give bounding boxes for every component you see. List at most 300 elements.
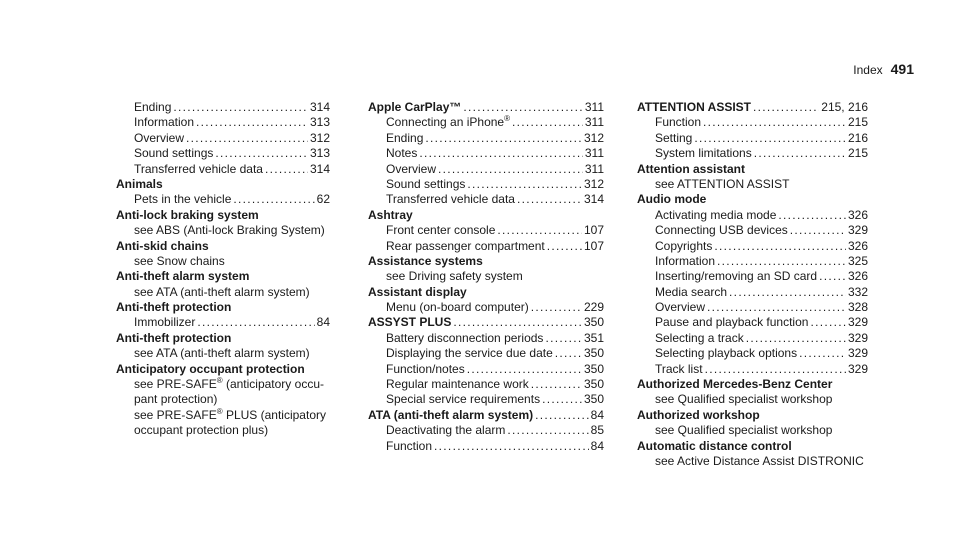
index-row	[368, 300, 604, 315]
index-row	[116, 100, 330, 115]
entry-label: ATA (anti-theft alarm system)	[368, 407, 534, 422]
entry-label: Function	[386, 438, 433, 453]
index-subentry	[637, 454, 868, 469]
index-subentry	[637, 239, 868, 254]
entry-text	[655, 115, 701, 130]
page-reference[interactable]: 351	[583, 330, 604, 345]
index-subentry	[637, 208, 868, 223]
entry-text	[116, 362, 305, 377]
page-reference[interactable]: 107	[583, 223, 604, 238]
dot-leader	[531, 300, 582, 315]
index-row	[637, 346, 868, 361]
page-reference[interactable]: 215	[847, 146, 868, 161]
index-row	[637, 377, 868, 392]
entry-label: Sound settings	[134, 146, 214, 161]
entry-text	[637, 439, 792, 454]
index-row	[637, 315, 868, 330]
entry-label: Deactivating the alarm	[386, 423, 506, 438]
index-row	[116, 131, 330, 146]
entry-text	[386, 269, 523, 284]
index-column-2	[368, 100, 604, 454]
index-row	[368, 162, 604, 177]
entry-label: Assistance systems	[368, 253, 483, 268]
index-row	[637, 439, 868, 454]
entry-label: Menu (on-board computer)	[386, 300, 529, 315]
entry-text	[116, 269, 249, 284]
entry-text	[637, 377, 832, 392]
page-reference[interactable]: 311	[584, 146, 604, 161]
index-subentry	[637, 269, 868, 284]
entry-text	[655, 239, 712, 254]
index-row	[637, 192, 868, 207]
entry-text	[386, 239, 545, 254]
index-row	[368, 115, 604, 130]
dot-leader	[438, 162, 583, 177]
index-row	[116, 239, 330, 254]
index-heading	[368, 100, 604, 115]
entry-label: Anti-skid chains	[116, 238, 209, 253]
entry-text	[386, 362, 465, 377]
entry-label: Inserting/removing an SD card	[655, 269, 818, 284]
index-row	[116, 285, 330, 300]
entry-text	[134, 285, 310, 300]
index-row	[368, 239, 604, 254]
entry-label: Transferred vehicle data	[386, 192, 515, 207]
dot-leader	[497, 223, 582, 238]
entry-label: System limitations	[655, 146, 752, 161]
page-reference[interactable]: 311	[584, 100, 604, 114]
index-heading	[637, 100, 868, 115]
index-subentry	[116, 131, 330, 146]
dot-leader	[555, 346, 582, 361]
dot-leader	[799, 346, 846, 361]
entry-text	[386, 192, 515, 207]
entry-text	[655, 423, 832, 438]
entry-label: Selecting a track	[655, 330, 744, 345]
index-row	[116, 223, 330, 238]
index-subentry	[368, 439, 604, 454]
index-subentry	[637, 315, 868, 330]
entry-label: see Qualified specialist workshop	[655, 423, 833, 438]
entry-text	[655, 254, 715, 269]
entry-text	[655, 208, 776, 223]
entry-text	[637, 408, 760, 423]
page-reference[interactable]: 216	[847, 130, 868, 145]
index-row	[116, 162, 330, 177]
entry-text	[655, 454, 864, 469]
entry-text	[116, 239, 209, 254]
index-row	[637, 423, 868, 438]
entry-label-continued: (anticipatory occu-	[222, 377, 324, 392]
entry-label: Immobilizer	[134, 315, 196, 330]
entry-text	[655, 223, 788, 238]
index-subentry	[116, 115, 330, 130]
index-subentry	[637, 115, 868, 130]
entry-label: Authorized workshop	[637, 407, 760, 422]
index-row	[637, 331, 868, 346]
index-row	[368, 192, 604, 207]
entry-label: see Driving safety system	[386, 269, 523, 284]
index-heading	[637, 377, 868, 392]
page-reference[interactable]: 312	[309, 130, 330, 145]
index-row	[368, 362, 604, 377]
index-subentry	[637, 146, 868, 161]
dot-leader	[542, 392, 582, 407]
page-reference[interactable]: 326	[847, 238, 868, 253]
index-row	[637, 131, 868, 146]
entry-label: Ending	[134, 100, 172, 114]
entry-text	[368, 315, 451, 330]
index-subentry	[637, 300, 868, 315]
page-reference[interactable]: 350	[583, 377, 604, 392]
dot-leader	[453, 315, 582, 330]
page-reference[interactable]: 311	[584, 161, 604, 176]
index-subentry	[637, 346, 868, 361]
dot-leader	[265, 162, 308, 177]
index-column-1	[116, 100, 330, 439]
index-subentry	[116, 346, 330, 361]
index-row	[637, 454, 868, 469]
entry-label: Apple CarPlay™	[368, 100, 462, 114]
page-reference[interactable]: 313	[309, 115, 330, 130]
entry-label: see ATTENTION ASSIST	[655, 176, 790, 191]
index-row	[116, 192, 330, 207]
page-header	[853, 61, 914, 77]
index-heading	[116, 208, 330, 223]
entry-label: Overview	[655, 300, 706, 315]
entry-label: Attention assistant	[637, 161, 746, 176]
index-subentry	[368, 239, 604, 254]
entry-label: Assistant display	[368, 284, 467, 299]
entry-text	[386, 423, 505, 438]
index-row	[368, 223, 604, 238]
dot-leader	[197, 315, 314, 330]
index-subentry	[637, 362, 868, 377]
entry-label: Authorized Mercedes-Benz Center	[637, 377, 833, 392]
entry-label: Ending	[386, 130, 424, 145]
entry-label: Function/notes	[386, 361, 465, 376]
index-heading	[116, 331, 330, 346]
page-number: 491	[890, 61, 914, 77]
entry-text	[368, 100, 461, 115]
page-reference[interactable]: 325	[847, 253, 868, 268]
page-reference[interactable]: 329	[847, 361, 868, 376]
entry-text	[655, 392, 832, 407]
index-row	[637, 115, 868, 130]
index-subentry	[637, 131, 868, 146]
page-reference[interactable]: 328	[847, 300, 868, 315]
dot-leader	[790, 223, 846, 238]
index-subentry	[368, 362, 604, 377]
index-subentry	[637, 223, 868, 238]
entry-label: Setting	[655, 130, 693, 145]
dot-leader	[819, 269, 846, 284]
registered-mark: ®	[216, 376, 223, 386]
index-row	[116, 346, 330, 361]
index-row	[368, 315, 604, 330]
index-row	[368, 423, 604, 438]
entry-label: see Active Distance Assist DISTRONIC	[655, 453, 864, 468]
index-heading	[116, 300, 330, 315]
entry-text-wrap: occupant protection plus)	[134, 423, 269, 438]
index-row	[116, 177, 330, 192]
entry-text	[386, 377, 529, 392]
index-row	[368, 392, 604, 407]
entry-text	[368, 285, 467, 300]
page-reference[interactable]: 326	[847, 207, 868, 222]
index-row	[637, 208, 868, 223]
page-reference[interactable]: 314	[309, 161, 330, 176]
page-reference[interactable]: 84	[590, 407, 604, 422]
dot-leader	[778, 208, 846, 223]
index-row	[116, 408, 330, 423]
index-row	[637, 300, 868, 315]
index-row	[116, 331, 330, 346]
index-row	[368, 208, 604, 223]
entry-label: see PRE-SAFE	[134, 407, 217, 422]
index-subentry	[116, 254, 330, 269]
entry-text	[386, 146, 417, 161]
index-subentry	[368, 377, 604, 392]
index-subentry	[637, 254, 868, 269]
index-column-3	[637, 100, 868, 469]
entry-label: Anticipatory occupant protection	[116, 361, 305, 376]
index-heading	[116, 177, 330, 192]
index-row	[116, 115, 330, 130]
index-subentry	[368, 300, 604, 315]
entry-label: Information	[655, 253, 716, 268]
page-reference[interactable]: 84	[590, 438, 604, 453]
index-row	[637, 223, 868, 238]
dot-leader	[517, 192, 582, 207]
dot-leader	[467, 177, 582, 192]
entry-label: ASSYST PLUS	[368, 315, 452, 330]
entry-text	[637, 100, 751, 115]
entry-text	[134, 254, 225, 269]
dot-leader	[754, 146, 846, 161]
dot-leader	[703, 115, 846, 130]
index-row	[637, 100, 868, 115]
entry-label: Connecting an iPhone	[386, 115, 505, 130]
index-heading	[368, 208, 604, 223]
page-reference[interactable]: 329	[847, 330, 868, 345]
entry-text	[134, 100, 171, 115]
index-subentry	[637, 423, 868, 438]
entry-text	[134, 131, 184, 146]
dot-leader	[714, 239, 846, 254]
index-subentry	[637, 392, 868, 407]
entry-text	[655, 269, 817, 284]
index-row	[637, 146, 868, 161]
entry-label: Selecting playback options	[655, 346, 798, 361]
index-heading	[368, 254, 604, 269]
index-heading	[368, 315, 604, 330]
index-heading	[368, 408, 604, 423]
entry-text	[637, 192, 706, 207]
entry-text	[386, 162, 436, 177]
entry-text	[655, 300, 705, 315]
entry-label: ATTENTION ASSIST	[637, 100, 751, 114]
index-row	[637, 239, 868, 254]
entry-text	[637, 162, 745, 177]
page-reference[interactable]: 84	[316, 315, 330, 330]
index-row	[368, 254, 604, 269]
index-subentry	[368, 162, 604, 177]
entry-label: Copyrights	[655, 238, 713, 253]
index-row	[368, 177, 604, 192]
dot-leader	[746, 331, 846, 346]
index-subentry	[368, 346, 604, 361]
dot-leader	[547, 239, 582, 254]
page-reference[interactable]: 313	[309, 146, 330, 161]
entry-text	[134, 408, 326, 423]
index-heading	[116, 362, 330, 377]
entry-label: see ATA (anti-theft alarm system)	[134, 284, 310, 299]
entry-text	[134, 115, 194, 130]
dot-leader	[425, 131, 582, 146]
entry-label: see Snow chains	[134, 253, 225, 268]
page-reference[interactable]: 329	[847, 346, 868, 361]
index-heading	[116, 269, 330, 284]
index-subentry	[116, 223, 330, 238]
index-subentry	[368, 223, 604, 238]
dot-leader	[186, 131, 308, 146]
dot-leader	[694, 131, 846, 146]
entry-text	[386, 131, 423, 146]
entry-text	[116, 300, 231, 315]
page-reference[interactable]: 85	[590, 423, 604, 438]
index-row	[116, 208, 330, 223]
entry-label: Anti-theft protection	[116, 330, 232, 345]
page-reference[interactable]: 314	[309, 100, 330, 114]
entry-text	[655, 177, 789, 192]
entry-label: Front center console	[386, 223, 496, 238]
page-reference[interactable]: 326	[847, 269, 868, 284]
entry-label: Ashtray	[368, 207, 413, 222]
page-reference[interactable]: 215, 216	[821, 100, 868, 114]
page-reference[interactable]: 229	[583, 300, 604, 315]
index-subentry	[368, 192, 604, 207]
dot-leader	[810, 315, 846, 330]
entry-label: Pause and playback function	[655, 315, 809, 330]
entry-label: Rear passenger compartment	[386, 238, 545, 253]
dot-leader	[512, 115, 583, 130]
index-subentry	[368, 177, 604, 192]
page-reference[interactable]: 329	[847, 315, 868, 330]
index-heading	[637, 408, 868, 423]
entry-text-wrap: pant protection)	[134, 392, 218, 407]
entry-label: Anti-theft alarm system	[116, 269, 250, 284]
entry-text	[655, 131, 692, 146]
dot-leader	[463, 100, 582, 115]
dot-leader	[507, 423, 588, 438]
entry-label: Special service requirements	[386, 392, 541, 407]
page-reference[interactable]: 350	[583, 346, 604, 361]
index-subentry	[368, 423, 604, 438]
index-row	[116, 300, 330, 315]
page-reference[interactable]: 312	[583, 176, 604, 191]
entry-label: Notes	[386, 146, 418, 161]
page-reference[interactable]: 329	[847, 223, 868, 238]
entry-label: Transferred vehicle data	[134, 161, 263, 176]
index-heading	[637, 439, 868, 454]
entry-text	[134, 346, 310, 361]
index-row	[368, 377, 604, 392]
entry-label: Activating media mode	[655, 207, 777, 222]
entry-text	[368, 408, 533, 423]
index-subentry	[637, 331, 868, 346]
index-row	[368, 269, 604, 284]
entry-text	[655, 146, 752, 161]
index-row	[637, 269, 868, 284]
entry-text	[134, 315, 195, 330]
entry-text	[386, 439, 432, 454]
page-reference[interactable]: 215	[847, 115, 868, 130]
entry-label: Sound settings	[386, 176, 466, 191]
page-reference[interactable]: 350	[583, 315, 604, 330]
index-row	[637, 392, 868, 407]
index-row	[637, 177, 868, 192]
index-row	[368, 100, 604, 115]
index-row	[368, 408, 604, 423]
entry-text	[386, 300, 529, 315]
index-subentry	[116, 162, 330, 177]
entry-text	[386, 177, 465, 192]
index-subentry	[637, 177, 868, 192]
index-subentry	[368, 115, 604, 130]
page-reference[interactable]: 350	[583, 392, 604, 407]
entry-label: Anti-theft protection	[116, 300, 232, 315]
entry-label: Overview	[134, 130, 185, 145]
index-row	[637, 408, 868, 423]
index-row	[116, 315, 330, 330]
page-reference[interactable]: 332	[847, 284, 868, 299]
entry-label: Function	[655, 115, 702, 130]
index-subentry	[116, 377, 330, 408]
index-row	[637, 162, 868, 177]
page-reference[interactable]: 314	[583, 192, 604, 207]
index-row	[368, 346, 604, 361]
page-reference[interactable]: 107	[583, 238, 604, 253]
index-row	[116, 254, 330, 269]
index-subentry	[637, 285, 868, 300]
dot-leader	[545, 331, 582, 346]
index-subentry	[116, 192, 330, 207]
entry-text	[134, 146, 213, 161]
page-reference[interactable]: 311	[584, 115, 604, 130]
registered-mark: ®	[216, 406, 223, 416]
entry-label: Connecting USB devices	[655, 223, 788, 238]
entry-text	[386, 115, 510, 130]
page-reference[interactable]: 312	[583, 130, 604, 145]
entry-label: Pets in the vehicle	[134, 192, 232, 207]
index-row	[368, 439, 604, 454]
entry-label-continued: PLUS (anticipatory	[222, 407, 326, 422]
index-row	[116, 146, 330, 161]
entry-label: Anti-lock braking system	[116, 207, 259, 222]
dot-leader	[233, 192, 314, 207]
dot-leader	[729, 285, 846, 300]
index-subentry	[116, 146, 330, 161]
page-reference[interactable]: 62	[316, 192, 330, 207]
entry-label: Audio mode	[637, 192, 707, 207]
index-subentry	[116, 408, 330, 439]
index-row	[116, 377, 330, 392]
entry-text	[134, 377, 324, 392]
entry-text	[368, 208, 413, 223]
page-reference[interactable]: 350	[583, 361, 604, 376]
index-subentry	[116, 100, 330, 115]
